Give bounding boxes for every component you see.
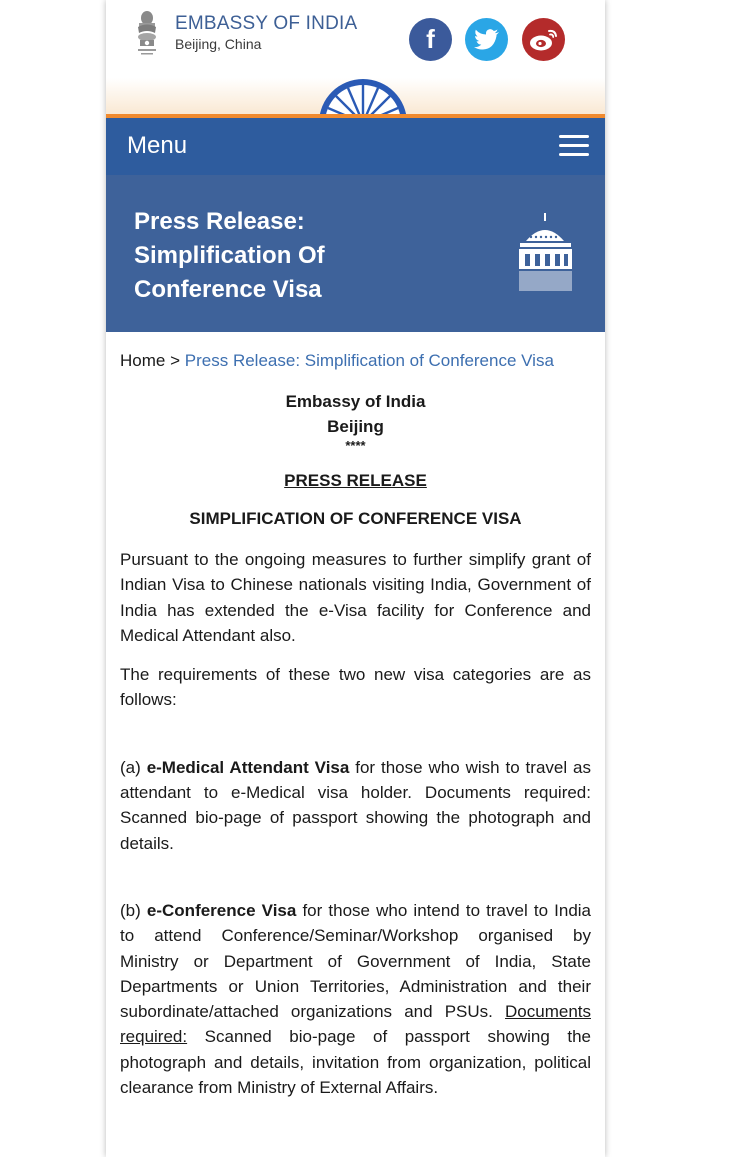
issuer-block (120, 389, 591, 439)
item-b-name: e-Conference Visa (146, 900, 297, 920)
breadcrumb-current-link[interactable]: Press Release: Simplification of Conference Visa (184, 351, 554, 370)
twitter-icon (474, 29, 500, 51)
menu-label[interactable]: Menu (127, 132, 188, 159)
facebook-icon: f (426, 24, 435, 54)
menu-bar[interactable] (106, 118, 605, 175)
ashoka-chakra-icon (315, 75, 411, 118)
embassy-building-icon (516, 213, 576, 295)
breadcrumb-home-link[interactable]: Home (120, 351, 166, 370)
requirements-paragraph: The requirements of these two new visa categories are as follows: (120, 665, 591, 710)
brand-title[interactable]: EMBASSY OF INDIA (175, 13, 358, 34)
item-b-text: for those who intend to travel to India to attend Conference/Seminar/Workshop organised by Ministry or Department of Government of India, State Departments or Union Territories, Administration and their subordinate/attached organizations and PSUs. (120, 900, 592, 1022)
brand-subtitle: Beijing, China (175, 36, 262, 52)
hamburger-menu-icon[interactable] (559, 135, 589, 157)
separator-stars: **** (345, 438, 366, 453)
national-emblem-icon[interactable] (132, 9, 162, 57)
weibo-button[interactable] (522, 18, 565, 61)
item-b-prefix: (b) (120, 900, 147, 920)
item-b-documents-label: Documents required: (120, 1002, 591, 1047)
conference-visa-paragraph (120, 898, 591, 1100)
article-subject: SIMPLIFICATION OF CONFERENCE VISA (189, 509, 522, 528)
page-banner (106, 175, 605, 332)
facebook-button[interactable] (409, 18, 452, 61)
item-a-text: for those who wish to travel as attendant to e-Medical visa holder. Documents required: Scanned bio-page of passport showing the photograph and details. (120, 757, 591, 853)
issuer-name: Embassy of India (285, 392, 426, 411)
issuer-city: Beijing (327, 417, 384, 436)
press-release-heading: PRESS RELEASE (284, 471, 427, 490)
page-title: Press Release: Simplification Of Conference Visa (134, 208, 325, 303)
breadcrumb (120, 351, 591, 371)
item-a-name: e-Medical Attendant Visa (146, 757, 350, 777)
item-a-prefix: (a) (120, 757, 147, 777)
site-header (106, 0, 605, 118)
intro-paragraph: Pursuant to the ongoing measures to further simplify grant of Indian Visa to Chinese nationals visiting India, Government of India has extended the e-Visa facility for Conference and Medical Attendant also. (120, 550, 591, 645)
medical-attendant-visa-paragraph (120, 755, 591, 856)
item-b-documents-text: Scanned bio-page of passport showing the photograph and details, invitation from organization, political clearance from Ministry of External Affairs. (120, 1027, 591, 1098)
main-content (106, 351, 605, 1100)
twitter-button[interactable] (465, 18, 508, 61)
weibo-icon (529, 28, 559, 52)
page-container (106, 0, 605, 1157)
breadcrumb-separator: > (170, 351, 181, 370)
